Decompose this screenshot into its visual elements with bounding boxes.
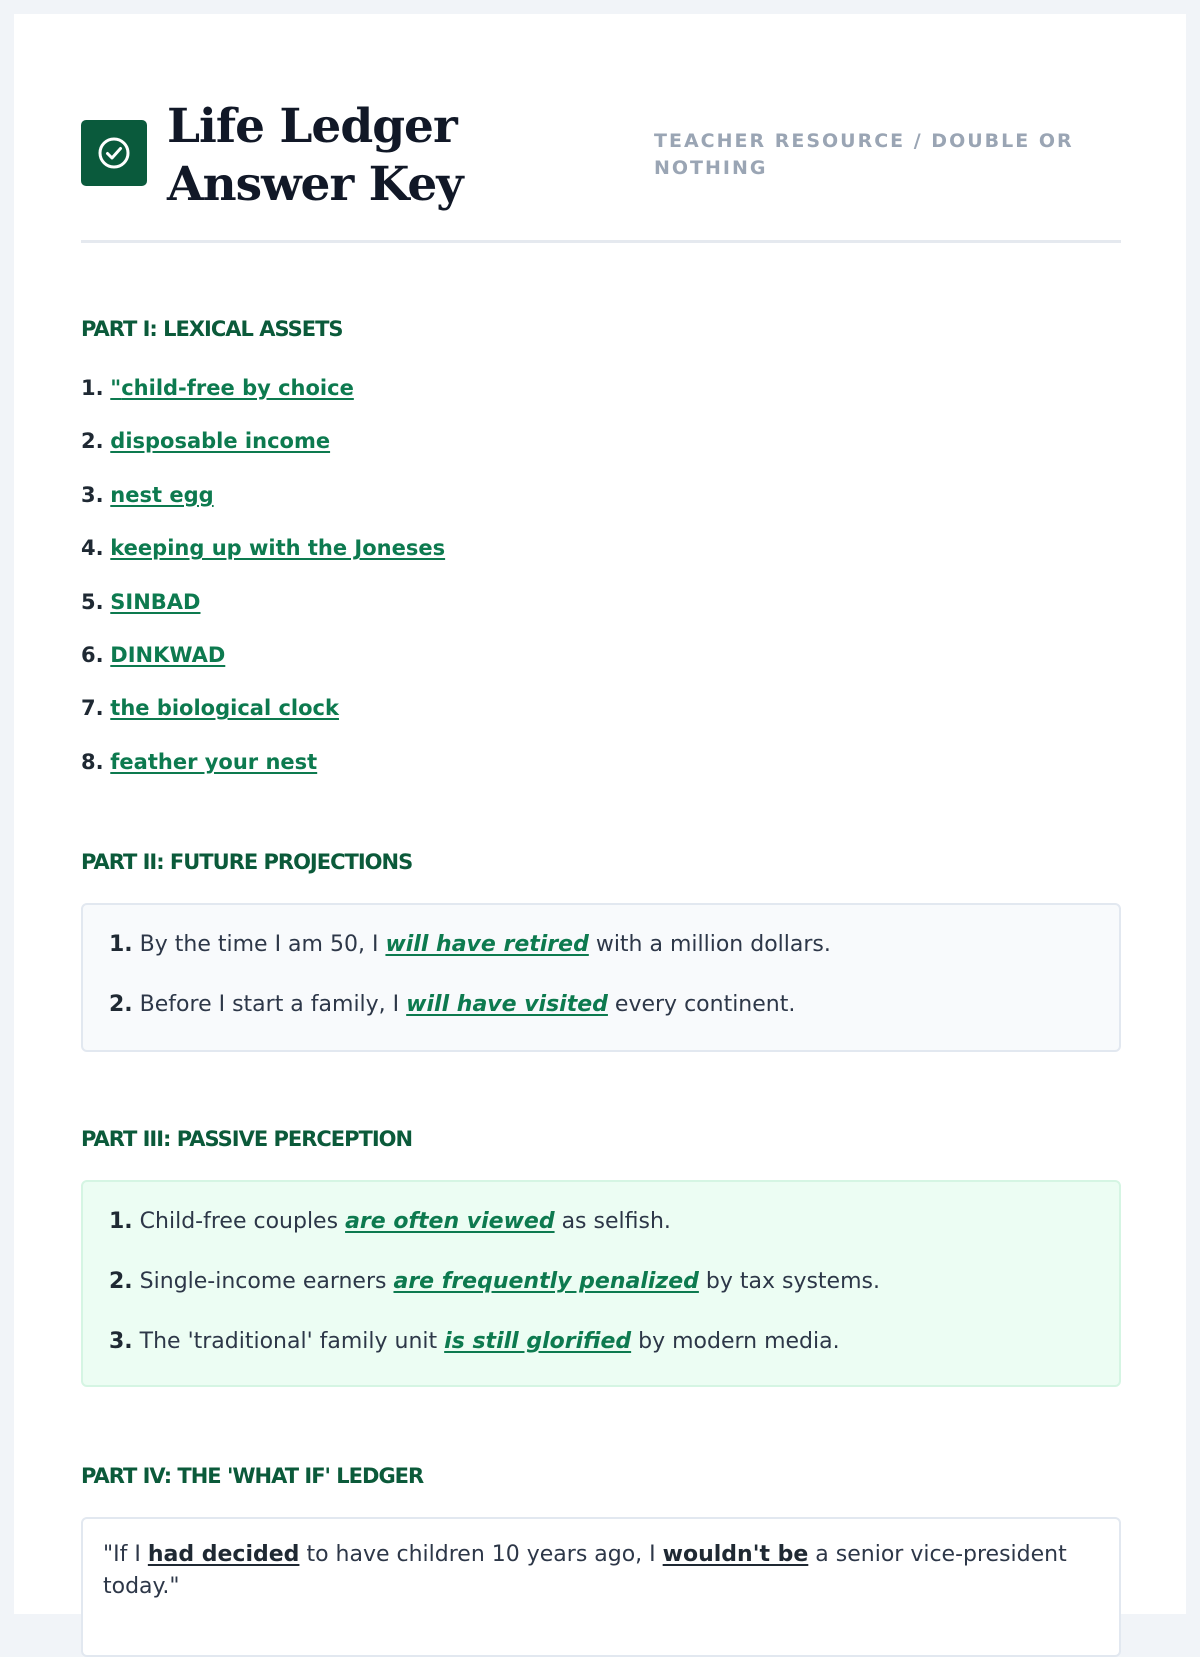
answer-text: will have visited [406, 992, 608, 1017]
sentence-item [109, 989, 1093, 1049]
answer-text: disposable income [110, 429, 331, 454]
sentence-after: by tax systems. [705, 1269, 880, 1294]
sentence-before: Single-income earners [139, 1269, 387, 1294]
list-item [81, 427, 445, 480]
answer-text: is still glorified [444, 1329, 632, 1354]
header-divider [81, 240, 1121, 243]
answer-text: child-free by choice [121, 376, 354, 400]
future-projections-box [81, 903, 1121, 1052]
item-number: 1. [81, 376, 104, 400]
item-number: 6. [81, 642, 104, 667]
item-number: 3. [81, 482, 104, 507]
section-title-part2: PART II: FUTURE PROJECTIONS [81, 850, 413, 874]
list-item [81, 481, 445, 534]
answer-text: DINKWAD [110, 642, 226, 667]
sentence-item [109, 1266, 1093, 1326]
item-number: 3. [109, 1329, 133, 1354]
page-title: Life Ledger Answer Key [167, 99, 463, 212]
list-item [81, 694, 445, 747]
sentence-item [109, 929, 1093, 989]
sentence-before: The 'traditional' family unit [139, 1329, 438, 1354]
item-number: 8. [81, 749, 104, 774]
check-circle-icon [96, 135, 132, 171]
what-if-ledger-box [81, 1517, 1121, 1657]
list-item [81, 374, 445, 427]
item-number: 1. [109, 932, 133, 957]
answer-text: had decided [147, 1542, 300, 1567]
answer-text: the biological clock [110, 696, 339, 721]
item-number: 4. [81, 536, 104, 561]
sentence-after: with a million dollars. [595, 932, 831, 957]
sentence-after: as selfish. [561, 1209, 671, 1234]
quote-part: to have children 10 years ago, I [306, 1542, 656, 1567]
quote-part: "If I [103, 1542, 141, 1567]
list-item [81, 588, 445, 641]
sentence-item [109, 1326, 1093, 1386]
passive-perception-box [81, 1180, 1121, 1387]
item-number: 2. [109, 1269, 133, 1294]
answer-text: will have retired [385, 932, 589, 957]
ledger-quote [103, 1539, 1099, 1603]
sentence-before: By the time I am 50, I [139, 932, 379, 957]
answer-text: are often viewed [345, 1209, 555, 1234]
list-item [81, 534, 445, 587]
sentence-item [109, 1206, 1093, 1266]
answer-text: nest egg [110, 482, 214, 507]
item-number: 7. [81, 696, 104, 721]
page-subtitle: TEACHER RESOURCE / DOUBLE OR NOTHING [654, 130, 1074, 179]
sentence-before: Before I start a family, I [139, 992, 400, 1017]
logo [81, 120, 147, 186]
answer-text: keeping up with the Joneses [110, 536, 446, 561]
item-number: 1. [109, 1209, 133, 1234]
list-item [81, 748, 445, 801]
answer-text: feather your nest [110, 749, 318, 774]
list-item [81, 641, 445, 694]
document-page [14, 14, 1186, 1614]
answer-text: are frequently penalized [393, 1269, 699, 1294]
item-number: 2. [109, 992, 133, 1017]
section-title-part4: PART IV: THE 'WHAT IF' LEDGER [81, 1464, 424, 1488]
sentence-after: by modern media. [638, 1329, 840, 1354]
answer-text: wouldn't be [662, 1542, 809, 1567]
section-title-part1: PART I: LEXICAL ASSETS [81, 317, 343, 341]
answer-prefix: " [110, 376, 122, 400]
sentence-after: every continent. [614, 992, 796, 1017]
quote-part: a senior vice-president today." [103, 1542, 1067, 1599]
answer-text: SINBAD [110, 589, 201, 614]
lexical-assets-list [81, 374, 445, 801]
sentence-before: Child-free couples [139, 1209, 339, 1234]
item-number: 5. [81, 589, 104, 614]
section-title-part3: PART III: PASSIVE PERCEPTION [81, 1127, 413, 1151]
item-number: 2. [81, 429, 104, 454]
